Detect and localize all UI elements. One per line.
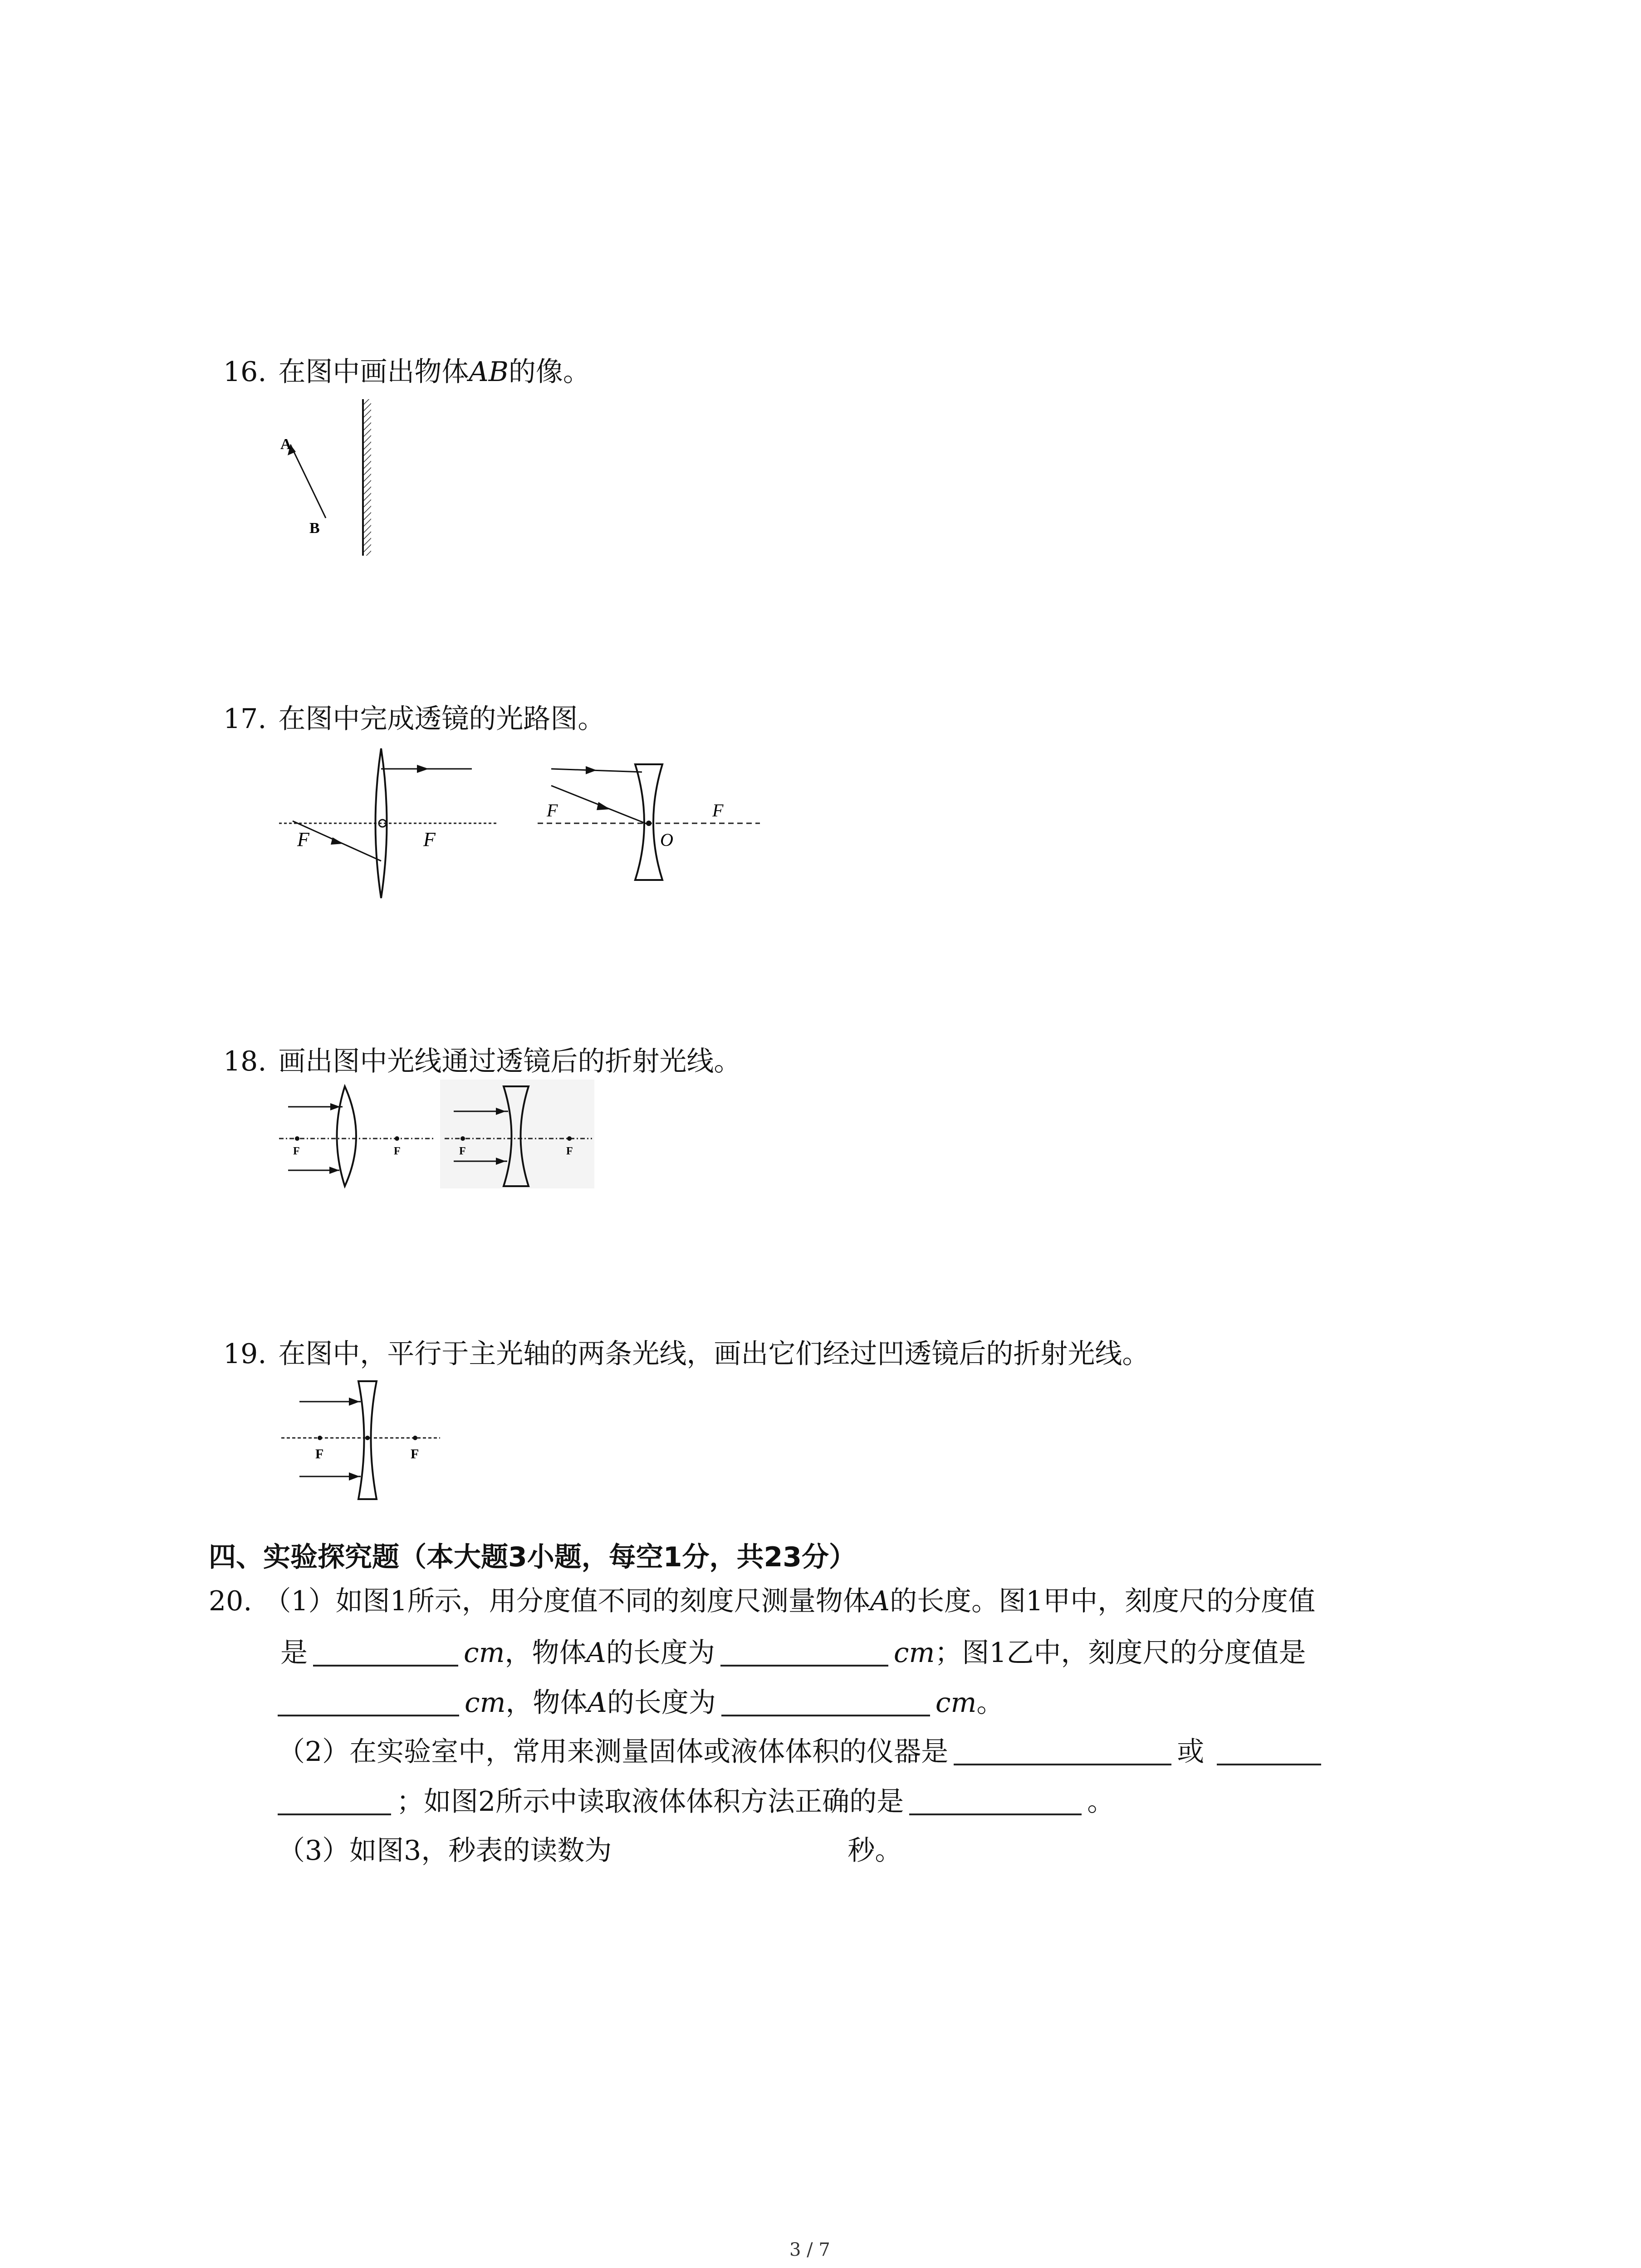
q20-line-6 xyxy=(278,1835,902,1867)
q20-line-2 xyxy=(280,1638,1306,1667)
answer-blank-6-cont[interactable] xyxy=(278,1787,391,1815)
q20-text: 或 xyxy=(1177,1736,1205,1768)
question-number: 16. xyxy=(223,356,267,388)
q20-line-5 xyxy=(278,1786,1115,1818)
optical-center-2 xyxy=(646,821,652,826)
question-number: 17. xyxy=(223,703,267,735)
label-b: B xyxy=(309,520,320,537)
label-f-left: F xyxy=(297,828,309,850)
label-a: A xyxy=(280,436,292,453)
q20-text: ；如图2所示中读取液体体积方法正确的是 xyxy=(397,1786,904,1818)
answer-blank-2[interactable] xyxy=(720,1638,888,1667)
q20-text: 。 xyxy=(1087,1786,1115,1818)
mirror-hatch xyxy=(363,399,371,556)
ray-arrow-4 xyxy=(597,802,610,810)
q20-text: 秒。 xyxy=(847,1835,902,1867)
answer-blank-6[interactable] xyxy=(1217,1737,1321,1765)
q20-text: ，物体 xyxy=(505,1687,588,1719)
focus-left-2 xyxy=(460,1136,465,1141)
question-17 xyxy=(223,705,605,733)
q20-text: 。 xyxy=(976,1687,1004,1719)
q20-line-3 xyxy=(278,1687,1004,1719)
answer-blank-4[interactable] xyxy=(721,1688,930,1716)
section-heading: 四、实验探究题（本大题3小题，每空1分，共23分） xyxy=(209,1541,856,1573)
arrow-top xyxy=(349,1398,360,1406)
label-f-right-2: F xyxy=(712,800,724,821)
convex-lens xyxy=(337,1086,357,1186)
question-text-end: 的像。 xyxy=(508,356,590,388)
variable-a: A xyxy=(586,1637,606,1669)
answer-blank-5[interactable] xyxy=(954,1737,1171,1765)
question-16 xyxy=(223,358,590,386)
question-text: 在图中完成透镜的光路图。 xyxy=(278,703,605,735)
arrow-bottom xyxy=(349,1472,360,1481)
object-ab xyxy=(290,445,326,518)
question-number: 18. xyxy=(223,1046,267,1077)
figure-17-lenses xyxy=(279,744,769,907)
variable-ab: AB xyxy=(469,356,509,388)
question-18 xyxy=(223,1048,741,1075)
label-o: O xyxy=(660,830,673,850)
answer-blank-3[interactable] xyxy=(278,1688,459,1716)
question-19 xyxy=(223,1340,1149,1368)
unit-cm: cm xyxy=(893,1637,935,1669)
focus-right xyxy=(413,1436,417,1440)
q20-line-4 xyxy=(278,1736,1327,1768)
unit-cm: cm xyxy=(935,1687,977,1719)
focus-right-2 xyxy=(567,1136,572,1141)
ray-arrow-3 xyxy=(586,766,597,774)
q20-text: ，物体 xyxy=(505,1637,587,1669)
incident-ray-a xyxy=(551,769,642,772)
label-f-right: F xyxy=(411,1447,419,1461)
q20-text: （1）如图1所示，用分度值不同的刻度尺测量物体 xyxy=(264,1585,870,1617)
variable-a: A xyxy=(870,1585,890,1617)
q20-text: 是 xyxy=(280,1637,308,1669)
label-f: F xyxy=(566,1145,573,1157)
question-text: 在图中画出物体 xyxy=(278,356,469,388)
focus-right xyxy=(395,1136,399,1141)
unit-cm: cm xyxy=(465,1687,506,1719)
unit-cm: cm xyxy=(464,1637,505,1669)
page-number: 3 / 7 xyxy=(789,2239,830,2260)
question-text: 在图中，平行于主光轴的两条光线，画出它们经过凹透镜后的折射光线。 xyxy=(278,1338,1150,1370)
focus-left xyxy=(318,1436,322,1440)
q20-text: 的长度。图1甲中，刻度尺的分度值 xyxy=(890,1585,1316,1617)
figure-16-plane-mirror xyxy=(272,399,390,562)
label-f: F xyxy=(459,1145,466,1157)
label-f: F xyxy=(293,1145,300,1157)
focus-left xyxy=(295,1136,299,1141)
question-text: 画出图中光线通过透镜后的折射光线。 xyxy=(278,1046,741,1077)
label-f-left-2: F xyxy=(547,800,558,821)
q20-text: 的长度为 xyxy=(607,1687,716,1719)
arrow-bottom xyxy=(329,1167,339,1174)
figure-18-lenses xyxy=(277,1080,594,1188)
ray-arrow xyxy=(417,765,429,773)
ray-arrow-2 xyxy=(331,837,343,845)
label-f-left: F xyxy=(315,1447,324,1461)
label-f-right: F xyxy=(423,828,436,850)
panel-bg-right xyxy=(440,1080,594,1188)
q20-text: （2）在实验室中，常用来测量固体或液体体积的仪器是 xyxy=(278,1736,949,1768)
answer-blank-7[interactable] xyxy=(909,1787,1082,1815)
optical-center xyxy=(365,1436,370,1440)
q20-text: ；图1乙中，刻度尺的分度值是 xyxy=(935,1637,1306,1669)
question-number: 20. xyxy=(209,1585,252,1617)
question-number: 19. xyxy=(223,1338,267,1370)
variable-a: A xyxy=(587,1687,607,1719)
q20-text: （3）如图3，秒表的读数为 xyxy=(278,1835,612,1867)
q20-line-1 xyxy=(209,1585,1316,1617)
q20-text: 的长度为 xyxy=(606,1637,715,1669)
answer-blank-1[interactable] xyxy=(313,1638,458,1667)
figure-19-concave-lens xyxy=(279,1379,442,1506)
label-f: F xyxy=(394,1145,401,1157)
